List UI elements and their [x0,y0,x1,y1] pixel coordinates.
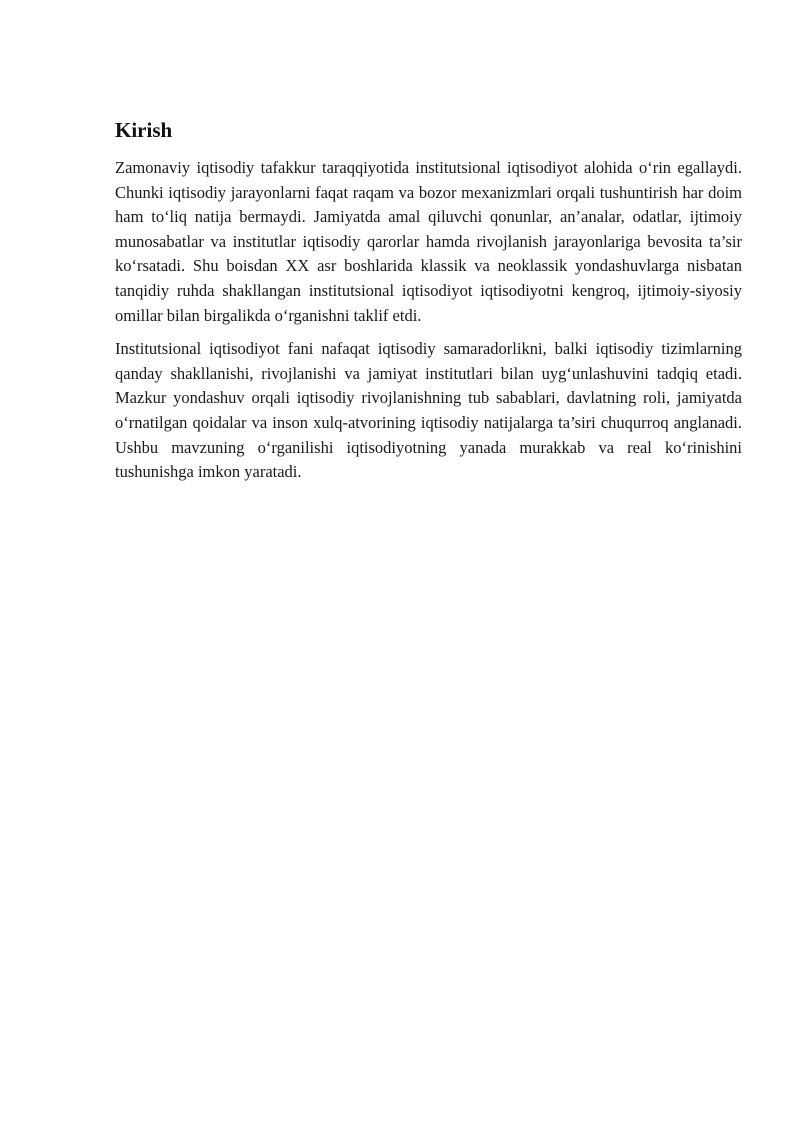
document-page [115,116,742,494]
paragraph-1: Zamonaviy iqtisodiy tafakkur taraqqiyotida institutsional iqtisodiyot alohida o‘rin egallaydi. Chunki iqtisodiy jarayonlarni faqat raqam va bozor mexanizmlari orqali tushuntirish har doim ham to‘liq natija bermaydi. Jamiyatda amal qiluvchi qonunlar, an’analar, odatlar, ijtimoiy munosabatlar va institutlar iqtisodiy qarorlar hamda rivojlanish jarayonlariga bevosita ta’sir ko‘rsatadi. Shu boisdan XX asr boshlarida klassik va neoklassik yondashuvlarga nisbatan tanqidiy ruhda shakllangan institutsional iqtisodiyot iqtisodiyotni kengroq, ijtimoiy-siyosiy omillar bilan birgalikda o‘rganishni taklif etdi. [115,158,742,325]
paragraph-2: Institutsional iqtisodiyot fani nafaqat iqtisodiy samaradorlikni, balki iqtisodiy tizimlarning qanday shakllanishi, rivojlanishi va jamiyat institutlari bilan uyg‘unlashuvini tadqiq etadi. Mazkur yondashuv orqali iqtisodiy rivojlanishning tub sabablari, davlatning roli, jamiyatda o‘rnatilgan qoidalar va inson xulq-atvorining iqtisodiy natijalarga ta’siri chuqurroq anglanadi. Ushbu mavzuning o‘rganilishi iqtisodiyotning yanada murakkab va real ko‘rinishini tushunishga imkon yaratadi. [115,339,742,482]
section-heading: Kirish [115,118,173,142]
